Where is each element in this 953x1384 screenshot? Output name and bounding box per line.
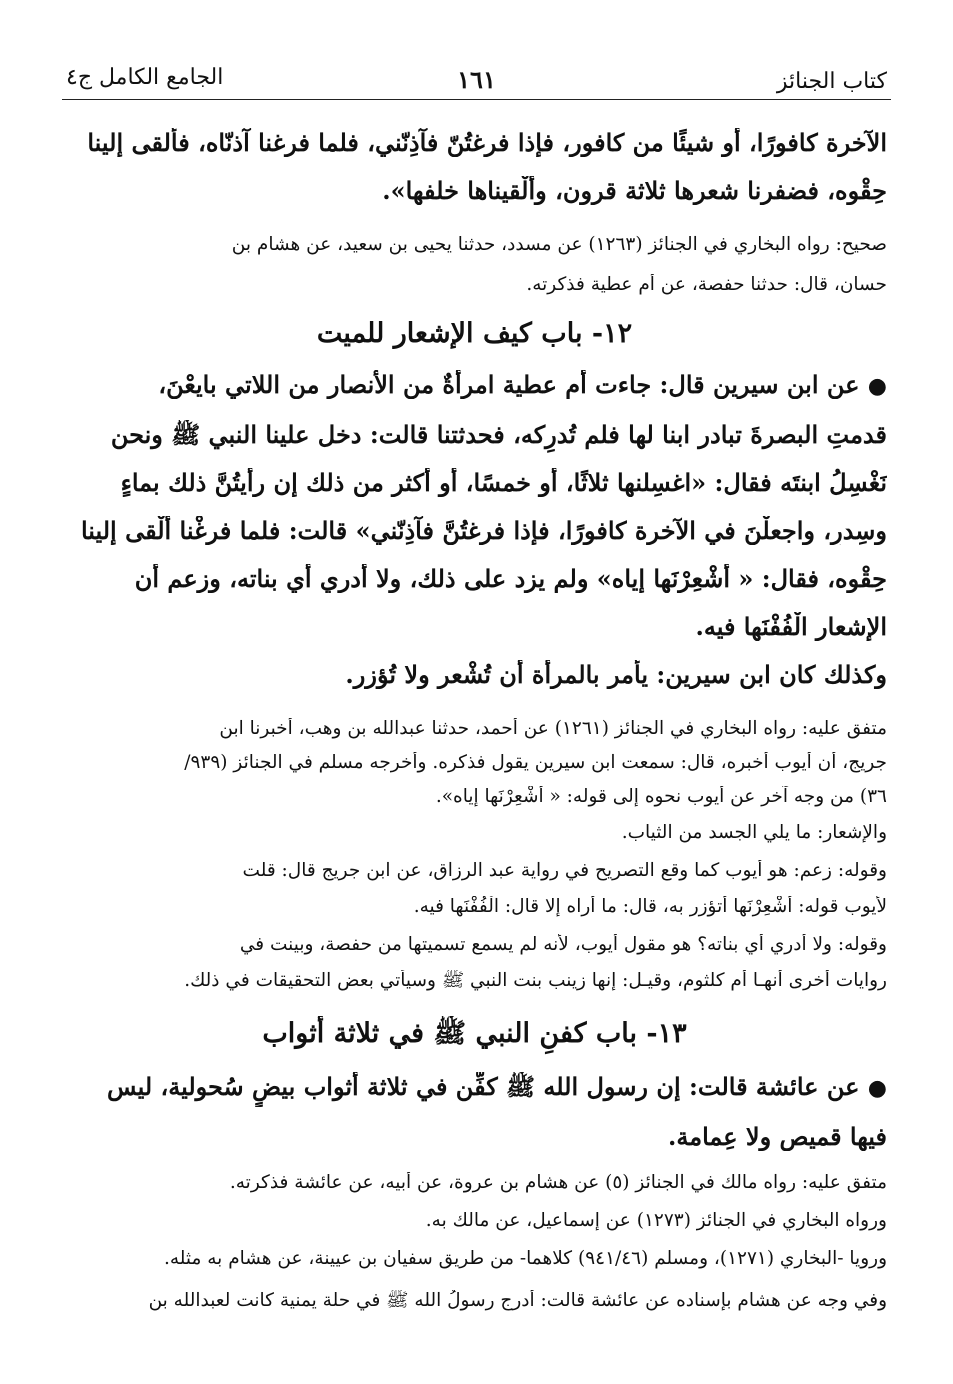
footnote-line: لأيوب قوله: أَشْعِرْنَها أتؤزر به، قال: ما أراه إلا قال: الْفُفْنَها فيه. <box>413 896 887 917</box>
footnote-line: حسان، قال: حدثنا حفصة، عن أم عطية فذكرته. <box>526 274 887 295</box>
page-header <box>62 55 891 100</box>
hadith-text: عن عائشة قالت: إن رسول الله ﷺ كفِّن في ثلاثة أثواب بيضٍ سُحولية، ليس <box>106 1072 860 1101</box>
body-line: الإشعار الْفُفْنَها فيه. <box>695 612 887 641</box>
footnote-line: صحيح: رواه البخاري في الجنائز (١٢٦٣) عن مسدد، حدثنا يحيى بن سعيد، عن هشام بن <box>231 234 887 255</box>
footnote-line: والإشعار: ما يلي الجسد من الثياب. <box>621 822 887 843</box>
body-line: الآخرة كافورًا، أو شيئًا من كافور، فإذا فرغتُنّ فآذِنّني، فلما فرغنا آذنّاه، فألقى إلينا <box>87 128 887 157</box>
book-title: الجامع الكامل ج٤ <box>66 65 224 90</box>
footnote-line: ورويا -البخاري (١٢٧١)، ومسلم (٩٤١/٤٦) كلاهما- من طريق سفيان بن عيينة، عن هشام به مثله. <box>163 1248 887 1269</box>
footnote-line: جريج، أن أيوب أخبره، قال: سمعت ابن سيرين يقول فذكره. وأخرجه مسلم في الجنائز (٩٣٩/ <box>184 752 887 773</box>
footnote-line: وفي وجه عن هشام بإسناده عن عائشة قالت: أدرج رسولُ الله ﷺ في حلة يمنية كانت لعبدالله بن <box>148 1290 887 1311</box>
footnote-line: ورواه البخاري في الجنائز (١٢٧٣) عن إسماعيل، عن مالك به. <box>425 1210 887 1231</box>
hadith-text: عن ابن سيرين قال: جاءت أم عطية امرأةٌ من الأنصار من اللاتي بايعْنَ، <box>158 370 860 399</box>
body-line: حِقْوه، فقال: « أَشْعِرْنَها إياه» ولم يزد على ذلك، ولا أدري أي بناته، وزعم أن <box>134 564 887 593</box>
body-line: نَغْسِلُ ابنتَه فقال: «اغسِلنها ثلاثًا، أو خمسًا، أو أكثر من ذلك إن رأيتُنَّ ذلك بماءٍ <box>120 468 887 497</box>
body-line <box>62 1072 887 1107</box>
bullet-icon: ● <box>867 1075 887 1101</box>
section-heading: ١٢- باب كيف الإشعار للميت <box>316 318 633 349</box>
body-line: وكذلك كان ابن سيرين: يأمر بالمرأة أن تُشْعر ولا تُؤزر. <box>345 660 887 689</box>
footnote-line: متفق عليه: رواه مالك في الجنائز (٥) عن هشام بن عروة، عن أبيه، عن عائشة فذكرته. <box>229 1172 887 1193</box>
body-line: حِقْوه، فضفرنا شعرها ثلاثة قرون، وألْقيناها خلفها». <box>382 176 887 205</box>
footnote-line: متفق عليه: رواه البخاري في الجنائز (١٢٦١) عن أحمد، حدثنا عبدالله بن وهب، أخبرنا ابن <box>219 718 887 739</box>
footnote-line: وقوله: ولا أدري أي بناته؟ هو مقول أيوب، لأنه لم يسمع تسميتها من حفصة، وبينت في <box>239 934 887 955</box>
section-heading: ١٣- باب كفنِ النبي ﷺ في ثلاثة أثواب <box>262 1018 687 1049</box>
body-line <box>62 370 887 399</box>
chapter-title: كتاب الجنائز <box>776 69 887 94</box>
bullet-icon: ● <box>867 373 887 399</box>
body-line: قدمتِ البصرةَ تبادر ابنا لها فلم تُدرِكه، فحدثتنا قالت: دخل علينا النبي ﷺ ونحن <box>110 420 887 449</box>
footnote-line: روايات أخرى أنهـا أم كلثوم، وقيـل: إنها زينب بنت النبي ﷺ وسيأتي بعض التحقيقات في ذلك. <box>184 970 887 991</box>
body-line: فيها قميص ولا عِمامة. <box>667 1122 887 1151</box>
body-line: وسِدرٍ، واجعلْنَ في الآخرة كافورًا، فإذا فرغتُنَّ فآذِنّني» قالت: فلما فرغْنا ألْقى إلينا <box>80 516 887 545</box>
page-number: ١٦١ <box>457 65 496 94</box>
footnote-line: ٣٦) من وجه آخر عن أيوب نحوه إلى قوله: « أَشْعِرْنَها إياه». <box>435 786 887 807</box>
footnote-line: وقوله: زعم: هو أيوب كما وقع التصريح في رواية عبد الرزاق، عن ابن جريج قال: قلت <box>242 860 887 881</box>
